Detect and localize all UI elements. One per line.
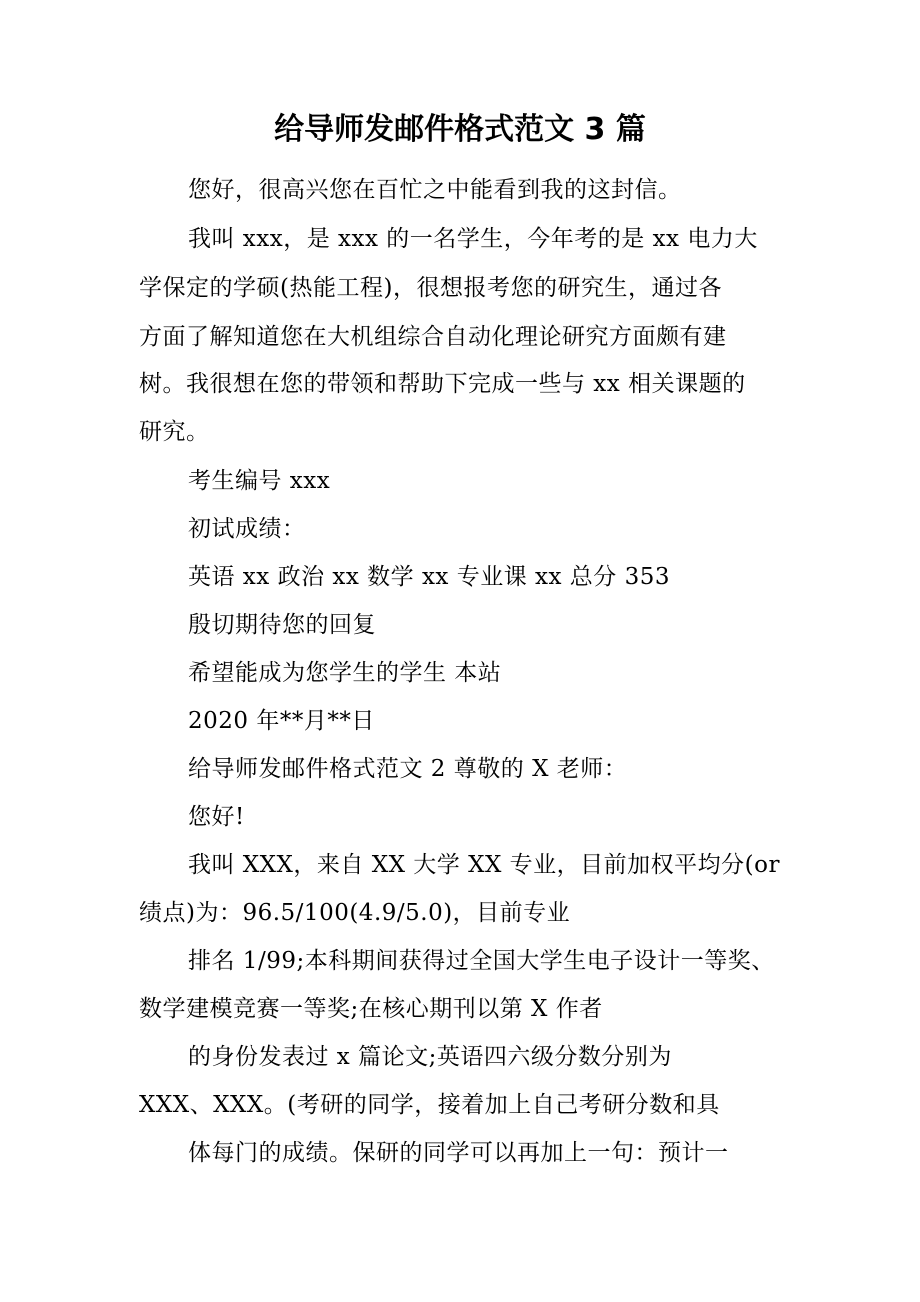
text-line: 我叫 XXX，来自 XX 大学 XX 专业，目前加权平均分(or (188, 852, 780, 878)
text-line: 研究。 (139, 419, 210, 445)
text-line: 的身份发表过 x 篇论文;英语四六级分数分别为 (188, 1044, 672, 1070)
text-line: 体每门的成绩。保研的同学可以再加上一句：预计一 (188, 1140, 729, 1166)
document-title: 给导师发邮件格式范文 3 篇 (274, 112, 646, 147)
text-line: 考生编号 xxx (188, 468, 331, 494)
text-line: 您好，很高兴您在百忙之中能看到我的这封信。 (188, 177, 682, 203)
text-line: 我叫 xxx，是 xxx 的一名学生，今年考的是 xx 电力大 (188, 226, 758, 252)
text-line: 初试成绩： (188, 516, 306, 542)
text-line: 给导师发邮件格式范文 2 尊敬的 X 老师： (188, 756, 628, 782)
text-line: 英语 xx 政治 xx 数学 xx 专业课 xx 总分 353 (188, 564, 670, 590)
text-line: XXX、XXX。(考研的同学，接着加上自己考研分数和具 (139, 1092, 720, 1118)
text-line: 希望能成为您学生的学生 本站 (188, 660, 502, 686)
text-line: 学保定的学硕(热能工程)，很想报考您的研究生，通过各 (139, 275, 722, 301)
text-line: 殷切期待您的回复 (188, 612, 376, 638)
text-line: 数学建模竞赛一等奖;在核心期刊以第 X 作者 (139, 996, 603, 1022)
text-line: 排名 1/99;本科期间获得过全国大学生电子设计一等奖、 (188, 948, 775, 974)
text-line: 绩点)为：96.5/100(4.9/5.0)，目前专业 (139, 900, 571, 926)
text-line: 方面了解知道您在大机组综合自动化理论研究方面颇有建 (139, 324, 727, 350)
text-line: 树。我很想在您的带领和帮助下完成一些与 xx 相关课题的 (139, 371, 746, 397)
text-line: 您好! (188, 804, 245, 830)
text-line: 2020 年**月**日 (188, 708, 375, 734)
